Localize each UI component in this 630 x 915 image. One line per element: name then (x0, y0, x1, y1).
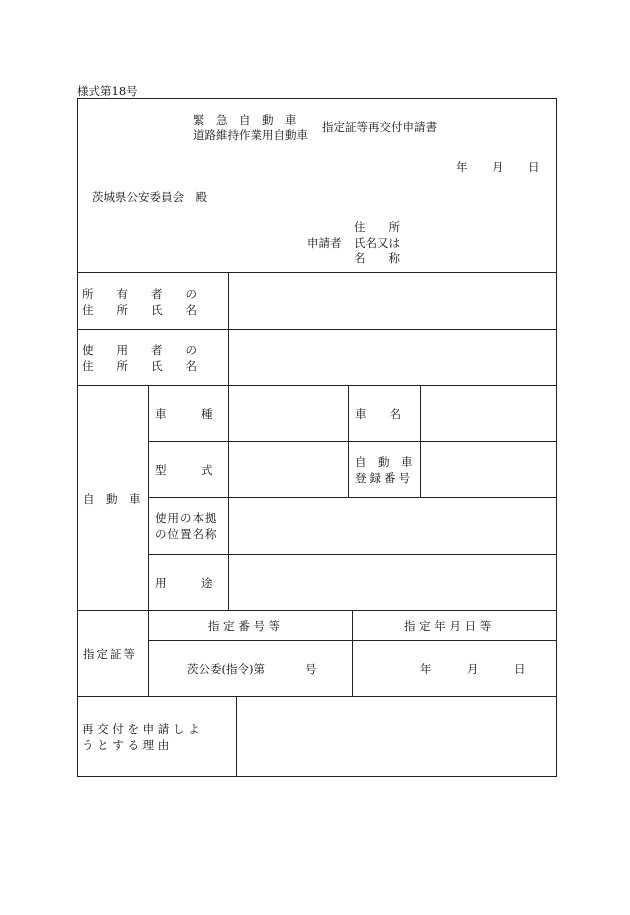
addressee: 茨城県公安委員会 殿 (92, 190, 207, 204)
divider (77, 329, 556, 330)
divider (148, 554, 556, 555)
title-label: 名 称 (354, 251, 400, 265)
divider (148, 497, 556, 498)
cert-date-day-label: 日 (514, 662, 526, 676)
user-label-line1: 使 用 者 の (82, 343, 197, 357)
divider (148, 441, 556, 442)
date-year-label: 年 (456, 160, 468, 174)
reason-label-line2: う と す る 理 由 (82, 738, 170, 752)
cert-number-suffix: 号 (305, 662, 317, 676)
divider (77, 696, 556, 697)
certificate-group-label: 指定証等 (83, 647, 137, 661)
owner-label-line1: 所 有 者 の (82, 287, 197, 301)
registration-label-line1: 自 動 車 (355, 455, 413, 469)
owner-label-line2: 住 所 氏 名 (82, 303, 197, 317)
vehicle-group-label: 自 動 車 (83, 492, 141, 506)
cert-date-header: 指 定 年 月 日 等 (404, 619, 492, 633)
date-day-label: 日 (528, 160, 540, 174)
divider (228, 272, 229, 610)
name-label: 氏名又は (354, 236, 400, 250)
divider (352, 610, 353, 696)
divider (148, 385, 149, 696)
user-label-line2: 住 所 氏 名 (82, 359, 197, 373)
form-title-line2: 道路維持作業用自動車 (193, 128, 308, 142)
location-label-line2: の位置名称 (155, 527, 218, 541)
divider (348, 385, 349, 497)
reason-label-line1: 再 交 付 を 申 請 し よ (82, 722, 200, 736)
cert-number-value: 茨公委(指令)第 (187, 662, 265, 676)
divider (236, 696, 237, 776)
form-number: 様式第18号 (77, 84, 138, 98)
vehicle-type-label: 車 種 (155, 407, 213, 421)
cert-date-month-label: 月 (467, 662, 479, 676)
model-label: 型 式 (155, 463, 213, 477)
cert-number-header: 指 定 番 号 等 (208, 619, 281, 633)
purpose-label: 用 途 (155, 576, 213, 590)
divider (77, 272, 556, 273)
form-title-line1: 緊 急 自 動 車 (193, 113, 297, 127)
address-label: 住 所 (354, 220, 400, 234)
date-month-label: 月 (492, 160, 504, 174)
divider (420, 385, 421, 497)
applicant-label: 申請者 (307, 236, 342, 250)
location-label-line1: 使用の本拠 (155, 511, 218, 525)
registration-label-line2: 登録番号 (355, 471, 413, 485)
vehicle-name-label: 車 名 (355, 407, 401, 421)
form-title-suffix: 指定証等再交付申請書 (322, 120, 437, 134)
cert-date-year-label: 年 (420, 662, 432, 676)
